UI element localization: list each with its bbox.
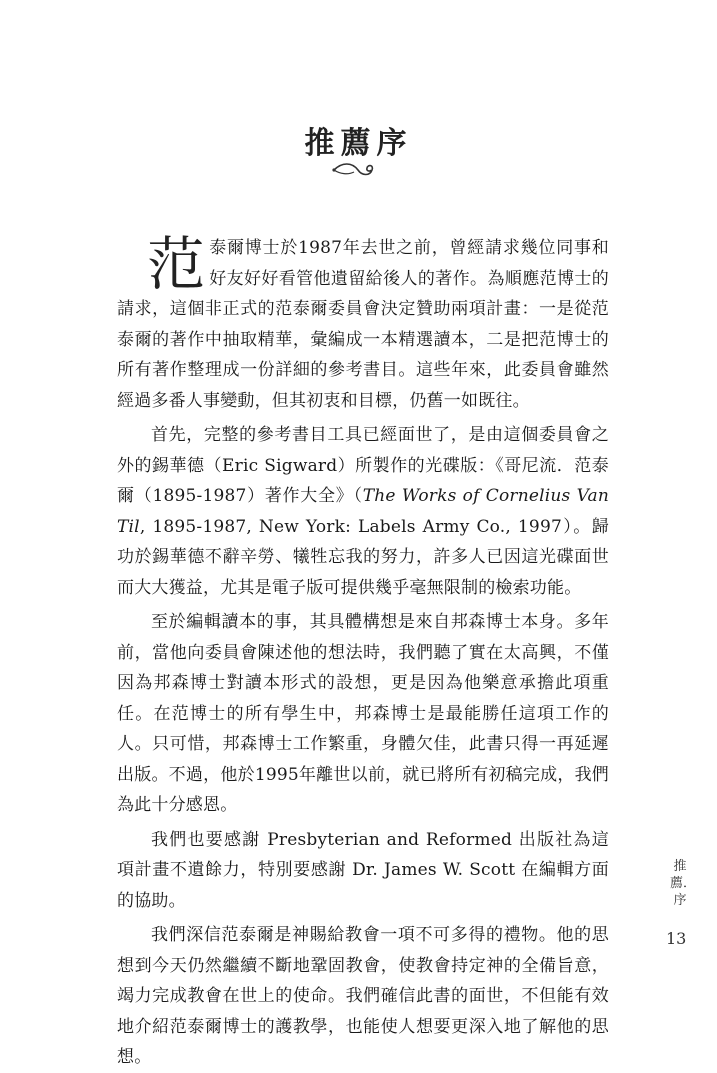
paragraph-2-text-b: , 1895-1987, New York: Labels Army Co., 1997）。歸功於錫華德不辭辛勞、犧牲忘我的努力，許多人已因這光碟面世而大大獲益，尤其是電子版可提供幾乎毫無限制的檢索功能。	[117, 516, 609, 598]
paragraph-1	[117, 230, 609, 416]
page-title: 推薦序	[304, 126, 413, 161]
drop-cap: 范	[147, 230, 206, 298]
paragraph-3: 至於編輯讀本的事，其具體構想是來自邦森博士本身。多年前，當他向委員會陳述他的想法時，我們聽了實在太高興，不僅因為邦森博士對讀本形式的設想，更是因為他樂意承擔此項重任。在范博士的所有學生中，邦森博士是最能勝任這項工作的人。只可惜，邦森博士工作繁重，身體欠佳，此書只得一再延遲出版。不過，他於1995年離世以前，就已將所有初稿完成，我們為此十分感恩。	[117, 612, 609, 815]
page-number: 13	[666, 929, 687, 948]
book-title-italic: The Works of Cornelius Van Til	[117, 486, 609, 537]
paragraph-1-text: 泰爾博士於1987年去世之前，曾經請求幾位同事和好友好好看管他遺留給後人的著作。為順應范博士的請求，這個非正式的范泰爾委員會決定贊助兩項計畫：一是從范泰爾的著作中抽取精華，彙編成一本精選讀本，二是把范博士的所有著作整理成一份詳細的參考書目。這些年來，此委員會雖然經過多番人事變動，但其初衷和目標，仍舊一如既往。	[117, 238, 609, 411]
article-body	[117, 230, 609, 1073]
paragraph-2	[117, 420, 609, 603]
paragraph-2-text-a: 首先，完整的參考書目工具已經面世了，是由這個委員會之外的錫華德（Eric Sigward）所製作的光碟版：《哥尼流．范泰爾（1895-1987）著作大全》（	[117, 425, 609, 506]
flourish-ornament-icon	[330, 158, 380, 182]
paragraph-5: 我們深信范泰爾是神賜給教會一項不可多得的禮物。他的思想到今天仍然繼續不斷地鞏固教會，使教會持定神的全備旨意，竭力完成教會在世上的使命。我們確信此書的面世，不但能有效地介紹范泰爾博士的護教學，也能使人想要更深入地了解他的思想。	[117, 925, 609, 1067]
paragraph-4: 我們也要感謝 Presbyterian and Reformed 出版社為這項計畫不遺餘力，特別要感謝 Dr. James W. Scott 在編輯方面的協助。	[117, 829, 609, 911]
running-side-label: 推薦．序	[670, 859, 697, 908]
